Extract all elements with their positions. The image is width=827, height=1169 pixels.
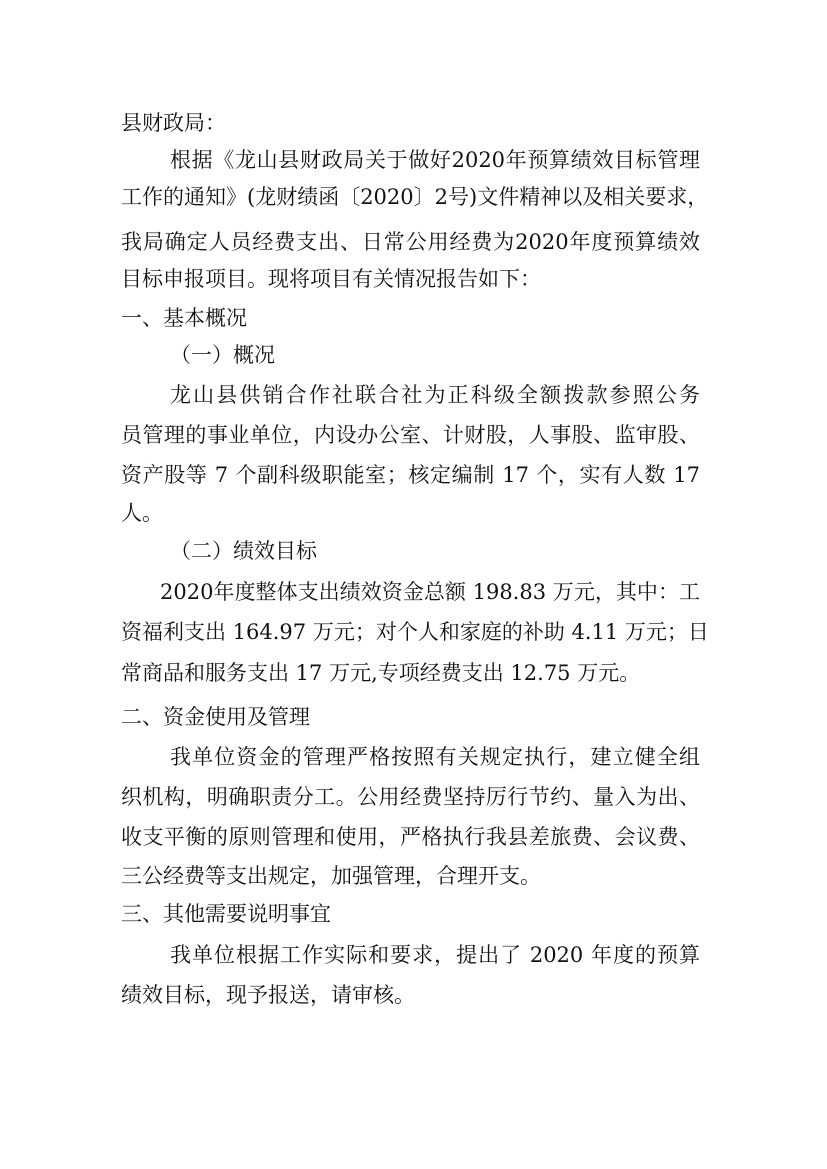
salutation: 县财政局： <box>121 111 226 135</box>
section-1-heading: 一、基本概况 <box>121 306 247 330</box>
overview-line-4: 人。 <box>121 501 163 525</box>
overview-line-2: 员管理的事业单位，内设办公室、计财股，人事股、监审股、 <box>121 423 700 447</box>
overview-line-3: 资产股等 7 个副科级职能室；核定编制 17 个，实有人数 17 <box>121 463 700 487</box>
funds-line-1: 我单位资金的管理严格按照有关规定执行，建立健全组 <box>170 745 700 769</box>
intro-line-4: 目标申报项目。现将项目有关情况报告如下： <box>121 267 541 291</box>
funds-line-2: 织机构，明确职责分工。公用经费坚持厉行节约、量入为出、 <box>121 785 700 809</box>
goal-line-3: 常商品和服务支出 17 万元,专项经费支出 12.75 万元。 <box>121 661 641 685</box>
section-3-heading: 三、其他需要说明事宜 <box>121 902 331 926</box>
section-1-sub-1-heading: （一）概况 <box>170 343 275 367</box>
goal-line-1: 2020年度整体支出绩效资金总额 198.83 万元，其中：工 <box>160 580 700 604</box>
intro-line-3: 我局确定人员经费支出、日常公用经费为2020年度预算绩效 <box>121 230 700 254</box>
goal-line-2: 资福利支出 164.97 万元；对个人和家庭的补助 4.11 万元；日 <box>121 620 709 644</box>
section-2-heading: 二、资金使用及管理 <box>121 705 310 729</box>
other-line-1: 我单位根据工作实际和要求，提出了 2020 年度的预算 <box>170 943 700 967</box>
funds-line-3: 收支平衡的原则管理和使用，严格执行我县差旅费、会议费、 <box>121 825 700 849</box>
overview-line-1: 龙山县供销合作社联合社为正科级全额拨款参照公务 <box>170 383 700 407</box>
section-1-sub-2-heading: （二）绩效目标 <box>170 539 317 563</box>
other-line-2: 绩效目标，现予报送，请审核。 <box>121 983 415 1007</box>
funds-line-4: 三公经费等支出规定，加强管理，合理开支。 <box>121 864 541 888</box>
intro-line-2: 工作的通知》(龙财绩函〔2020〕2号)文件精神以及相关要求， <box>121 185 709 209</box>
intro-line-1: 根据《龙山县财政局关于做好2020年预算绩效目标管理 <box>170 148 700 172</box>
